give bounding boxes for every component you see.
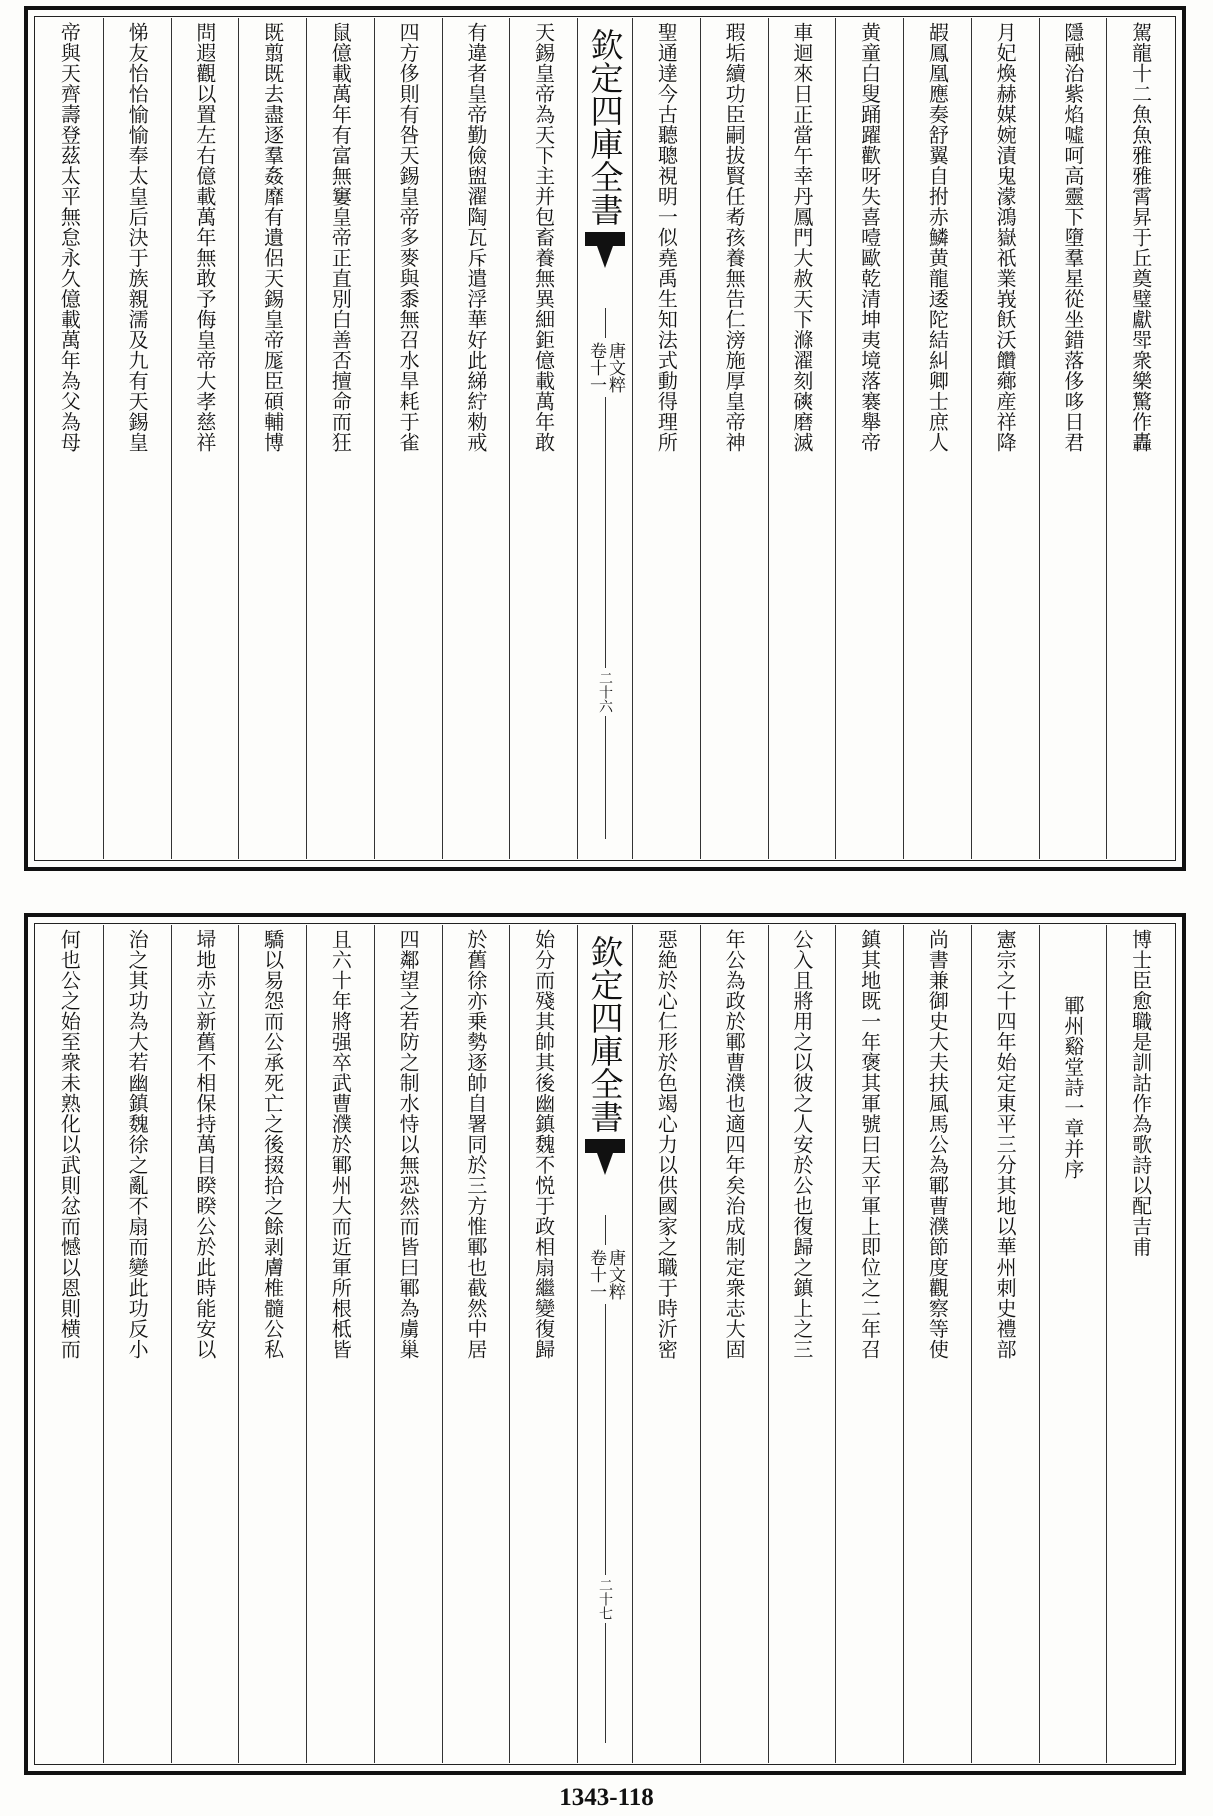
column-text: 四方侈則有咎天錫皇帝多麥與黍無召水旱耗于雀 <box>396 22 421 453</box>
text-column <box>1106 18 1174 859</box>
text-column <box>306 18 374 859</box>
text-column <box>103 925 171 1763</box>
column-text: 治之其功為大若幽鎮魏徐之亂不扇而變此功反小 <box>125 929 150 1360</box>
text-column <box>903 18 971 859</box>
text-column <box>509 925 577 1763</box>
text-column <box>632 925 700 1763</box>
text-column <box>1039 18 1107 859</box>
column-text: 車迴來日正當午幸丹鳳門大赦天下滌濯刻磢磨滅 <box>789 22 814 453</box>
text-column <box>835 925 903 1763</box>
column-text: 尚書兼御史大夫扶風馬公為鄆曹濮節度觀察等使 <box>925 929 950 1360</box>
column-text: 何也公之始至衆未熟化以武則忿而憾以恩則横而 <box>57 929 82 1360</box>
text-column <box>306 925 374 1763</box>
column-text: 天錫皇帝為天下主并包畜養無異細鉅億載萬年敢 <box>531 22 556 453</box>
fish-tail-mark-icon <box>585 1139 625 1179</box>
text-column <box>700 925 768 1763</box>
text-column <box>238 925 306 1763</box>
column-text: 聖通達今古聽聰視明一似堯禹生知法式動得理所 <box>654 22 679 453</box>
text-column <box>171 925 239 1763</box>
bottom-page-columns <box>36 925 1174 1763</box>
gutter-head: 欽定四庫全書 <box>585 935 625 1133</box>
column-text: 瑕垢續功臣嗣拔賢任耇孩養無告仁滂施厚皇帝神 <box>722 22 747 453</box>
text-column <box>632 18 700 859</box>
text-column <box>1106 925 1174 1763</box>
text-column <box>442 925 510 1763</box>
text-column <box>36 925 103 1763</box>
top-page <box>24 6 1186 871</box>
text-column <box>36 18 103 859</box>
text-column <box>442 18 510 859</box>
gutter-volume: 卷十一 <box>586 342 606 393</box>
text-column <box>238 18 306 859</box>
column-text: 鎮其地既一年褒其軍號曰天平軍上即位之二年召 <box>857 929 882 1360</box>
text-column <box>700 18 768 859</box>
column-text: 惡絶於心仁形於色竭心力以供國家之職于時沂密 <box>654 929 679 1360</box>
column-text: 年公為政於鄆曹濮也適四年矣治成制定衆志大固 <box>722 929 747 1360</box>
column-text: 駕龍十二魚魚雅雅霄昇于丘奠璧獻斝衆樂驚作轟 <box>1128 22 1153 453</box>
center-gutter <box>577 925 632 1763</box>
column-text: 埽地赤立新舊不相保持萬目睽睽公於此時能安以 <box>192 929 217 1360</box>
text-column <box>1039 925 1107 1763</box>
text-column <box>835 18 903 859</box>
column-text: 悌友怡怡愉愉奉太皇后決于族親濡及九有天錫皇 <box>125 22 150 453</box>
footer-page-number: 1343-118 <box>559 1784 654 1811</box>
column-text: 有違者皇帝勤儉盥濯陶瓦斥遣浮華好此綈紵勑戒 <box>463 22 488 453</box>
column-text: 於舊徐亦乗勢逐帥自署同於三方惟鄆也截然中居 <box>463 929 488 1360</box>
text-column <box>971 18 1039 859</box>
column-text: 驕以易怨而公承死亡之後掇拾之餘剥膚椎髓公私 <box>260 929 285 1360</box>
text-column <box>768 925 836 1763</box>
fish-tail-mark-icon <box>585 232 625 272</box>
column-text: 月妃煥赫媒婉漬鬼濛鴻嶽祇業峩飫沃饡薌産祥降 <box>993 22 1018 453</box>
text-column <box>509 18 577 859</box>
text-column <box>103 18 171 859</box>
column-text: 公入且將用之以彼之人安於公也復歸之鎮上之三 <box>789 929 814 1360</box>
text-column <box>971 925 1039 1763</box>
text-column <box>374 18 442 859</box>
gutter-caption <box>582 338 628 397</box>
gutter-book: 唐文粹 <box>605 342 625 393</box>
column-text: 鼠億載萬年有富無窶皇帝正直別白善否擅命而狂 <box>328 22 353 453</box>
text-column <box>374 925 442 1763</box>
column-text: 問遐觀以置左右億載萬年無敢予侮皇帝大孝慈祥 <box>192 22 217 453</box>
gutter-volume: 卷十一 <box>586 1249 606 1300</box>
gutter-page-number: 二十七 <box>595 1575 615 1623</box>
bottom-page <box>24 913 1186 1775</box>
center-gutter <box>577 18 632 859</box>
column-text: 帝與天齊壽登茲太平無怠永久億載萬年為父為母 <box>57 22 82 453</box>
gutter-caption <box>582 1245 628 1304</box>
text-column <box>903 925 971 1763</box>
column-text: 隱融治紫焰噓呵高靈下墮羣星從坐錯落侈哆日君 <box>1060 22 1085 453</box>
column-text: 黄童白叟踊躍歡呀失喜噎歐乾清坤夷境落褰舉帝 <box>857 22 882 453</box>
column-text: 既翦既去盡逐羣姦靡有遺侶天錫皇帝厖臣碩輔博 <box>260 22 285 453</box>
column-text: 且六十年將强卒武曹濮於鄆州大而近軍所根柢皆 <box>328 929 353 1360</box>
text-column <box>768 18 836 859</box>
column-text: 始分而殘其帥其後幽鎮魏不悦于政相扇繼變復歸 <box>531 929 556 1360</box>
top-page-columns <box>36 18 1174 859</box>
column-text: 憲宗之十四年始定東平三分其地以華州刺史禮部 <box>993 929 1018 1360</box>
gutter-page-number: 二十六 <box>595 668 615 716</box>
poem-title: 鄆州谿堂詩一章并序 <box>1060 995 1085 1180</box>
column-text: 博士臣愈職是訓詁作為歌詩以配吉甫 <box>1128 929 1153 1257</box>
column-text: 四鄰望之若防之制水恃以無恐然而皆曰鄆為虜巢 <box>396 929 421 1360</box>
column-text: 嘏鳳凰應奏舒翼自拊赤鱗黄龍逶陀結糾卿士庶人 <box>925 22 950 453</box>
gutter-head: 欽定四庫全書 <box>585 28 625 226</box>
text-column <box>171 18 239 859</box>
gutter-book: 唐文粹 <box>605 1249 625 1300</box>
